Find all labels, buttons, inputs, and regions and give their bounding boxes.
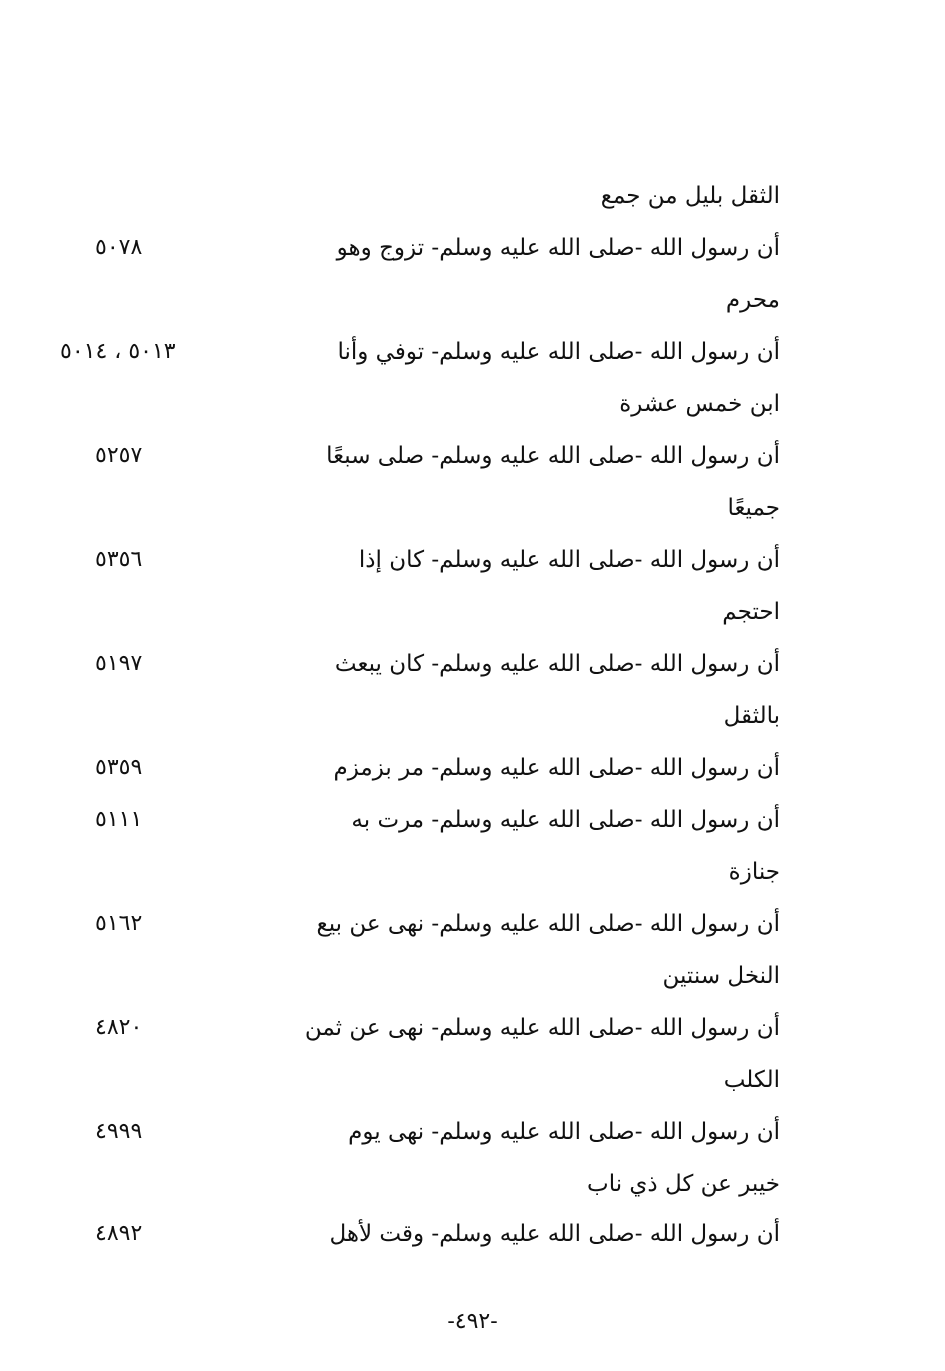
- entry-ref: ٤٨٢٠: [95, 1015, 143, 1040]
- entry-ref: ٥٠١٣ ، ٥٠١٤: [60, 339, 176, 364]
- entry-text: احتجم: [722, 599, 780, 625]
- entry-text: أن رسول الله -صلى الله عليه وسلم- نهى عن بيع: [316, 911, 780, 937]
- entry-ref: ٥١١١: [95, 807, 143, 832]
- entry-text: أن رسول الله -صلى الله عليه وسلم- وقت لأهل: [329, 1221, 780, 1247]
- entry-text: جنازة: [728, 859, 780, 885]
- entry-text: الكلب: [723, 1067, 780, 1093]
- entry-text: أن رسول الله -صلى الله عليه وسلم- مر بزمزم: [333, 755, 780, 781]
- entry-text: محرم: [725, 287, 780, 313]
- entry-text: النخل سنتين: [662, 963, 780, 989]
- page-number: -٤٩٢-: [447, 1309, 498, 1334]
- entry-text: أن رسول الله -صلى الله عليه وسلم- مرت به: [351, 807, 780, 833]
- entry-ref: ٥٣٥٩: [95, 755, 143, 780]
- entry-text: بالثقل: [723, 703, 780, 729]
- entry-ref: ٥٠٧٨: [95, 235, 143, 260]
- entry-text: أن رسول الله -صلى الله عليه وسلم- نهى يوم: [348, 1119, 780, 1145]
- entry-text: أن رسول الله -صلى الله عليه وسلم- نهى عن ثمن: [304, 1015, 780, 1041]
- entry-text: أن رسول الله -صلى الله عليه وسلم- كان إذا: [358, 547, 780, 573]
- entry-text: جميعًا: [727, 495, 780, 521]
- entry-text: أن رسول الله -صلى الله عليه وسلم- صلى سبعًا: [326, 443, 780, 469]
- entry-ref: ٥٢٥٧: [95, 443, 143, 468]
- entry-text: الثقل بليل من جمع: [600, 183, 780, 209]
- entry-text: أن رسول الله -صلى الله عليه وسلم- تزوج وهو: [336, 235, 780, 261]
- entry-ref: ٥٣٥٦: [95, 547, 143, 572]
- entry-ref: ٥١٩٧: [95, 651, 143, 676]
- entry-ref: ٤٩٩٩: [95, 1119, 143, 1144]
- entry-ref: ٥١٦٢: [95, 911, 143, 936]
- entry-text: خيبر عن كل ذي ناب: [587, 1171, 780, 1197]
- entry-ref: ٤٨٩٢: [95, 1221, 143, 1246]
- entry-text: أن رسول الله -صلى الله عليه وسلم- توفي وأنا: [337, 339, 780, 365]
- entry-text: ابن خمس عشرة: [619, 391, 780, 417]
- entry-text: أن رسول الله -صلى الله عليه وسلم- كان يبعث: [334, 651, 780, 677]
